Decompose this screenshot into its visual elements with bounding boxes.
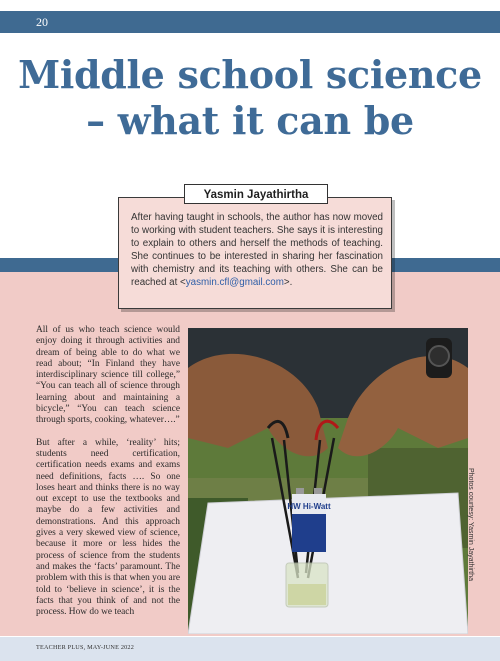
footer-text: TEACHER PLUS, MAY-JUNE 2022 xyxy=(36,644,134,651)
author-intro-box xyxy=(118,197,392,309)
title-line-1: Middle school science xyxy=(18,52,482,97)
author-label-box xyxy=(184,184,328,204)
battery-label: HW Hi-Watt xyxy=(287,502,331,511)
intro-end: >. xyxy=(283,277,293,288)
page-number: 20 xyxy=(36,15,48,29)
title-line-2: – what it can be xyxy=(86,98,414,143)
author-name: Yasmin Jayathirtha xyxy=(203,189,309,201)
article-title xyxy=(0,52,500,144)
header-bar xyxy=(0,11,500,33)
experiment-photo xyxy=(188,328,468,634)
intro-text: After having taught in schools, the author has now moved to working with student teachers. She says it is interesting to explain to others and herself the methods of teaching. She continues to be interested in sharing her fascination with chemistry and its teaching with others. She can be reached at < xyxy=(131,212,383,288)
author-email-link[interactable]: yasmin.cfl@gmail.com xyxy=(185,277,284,288)
body-column xyxy=(36,325,180,629)
body-paragraph-2: But after a while, ‘reality’ hits; students need certification, certification needs exams and exams need definitions, facts …. So one loses heart and thinks there is no way out except to use the textbooks and maybe do a few activities and demonstrations. And this approach gives a very skewed view of science, because it more or less hides the process of science from the students and makes the ‘facts’ paramount. The problem with this is that when you are told to ‘believe in science’, it is the facts that you think of and not the process. How do we teach xyxy=(36,437,180,618)
body-paragraph-1: All of us who teach science would enjoy doing it through activities and dream of being able to do what we read about; “In Finland they have interdisciplinary science till college,” “You can teach all of science through learning about and maintaining a bicycle,” “You can teach science through sports, cooking, whatever….” xyxy=(36,325,180,426)
author-intro xyxy=(131,211,383,289)
photo-illustration xyxy=(188,328,468,634)
photo-credit: Photos courtesy: Yasmin Jayathirtha xyxy=(467,468,474,581)
